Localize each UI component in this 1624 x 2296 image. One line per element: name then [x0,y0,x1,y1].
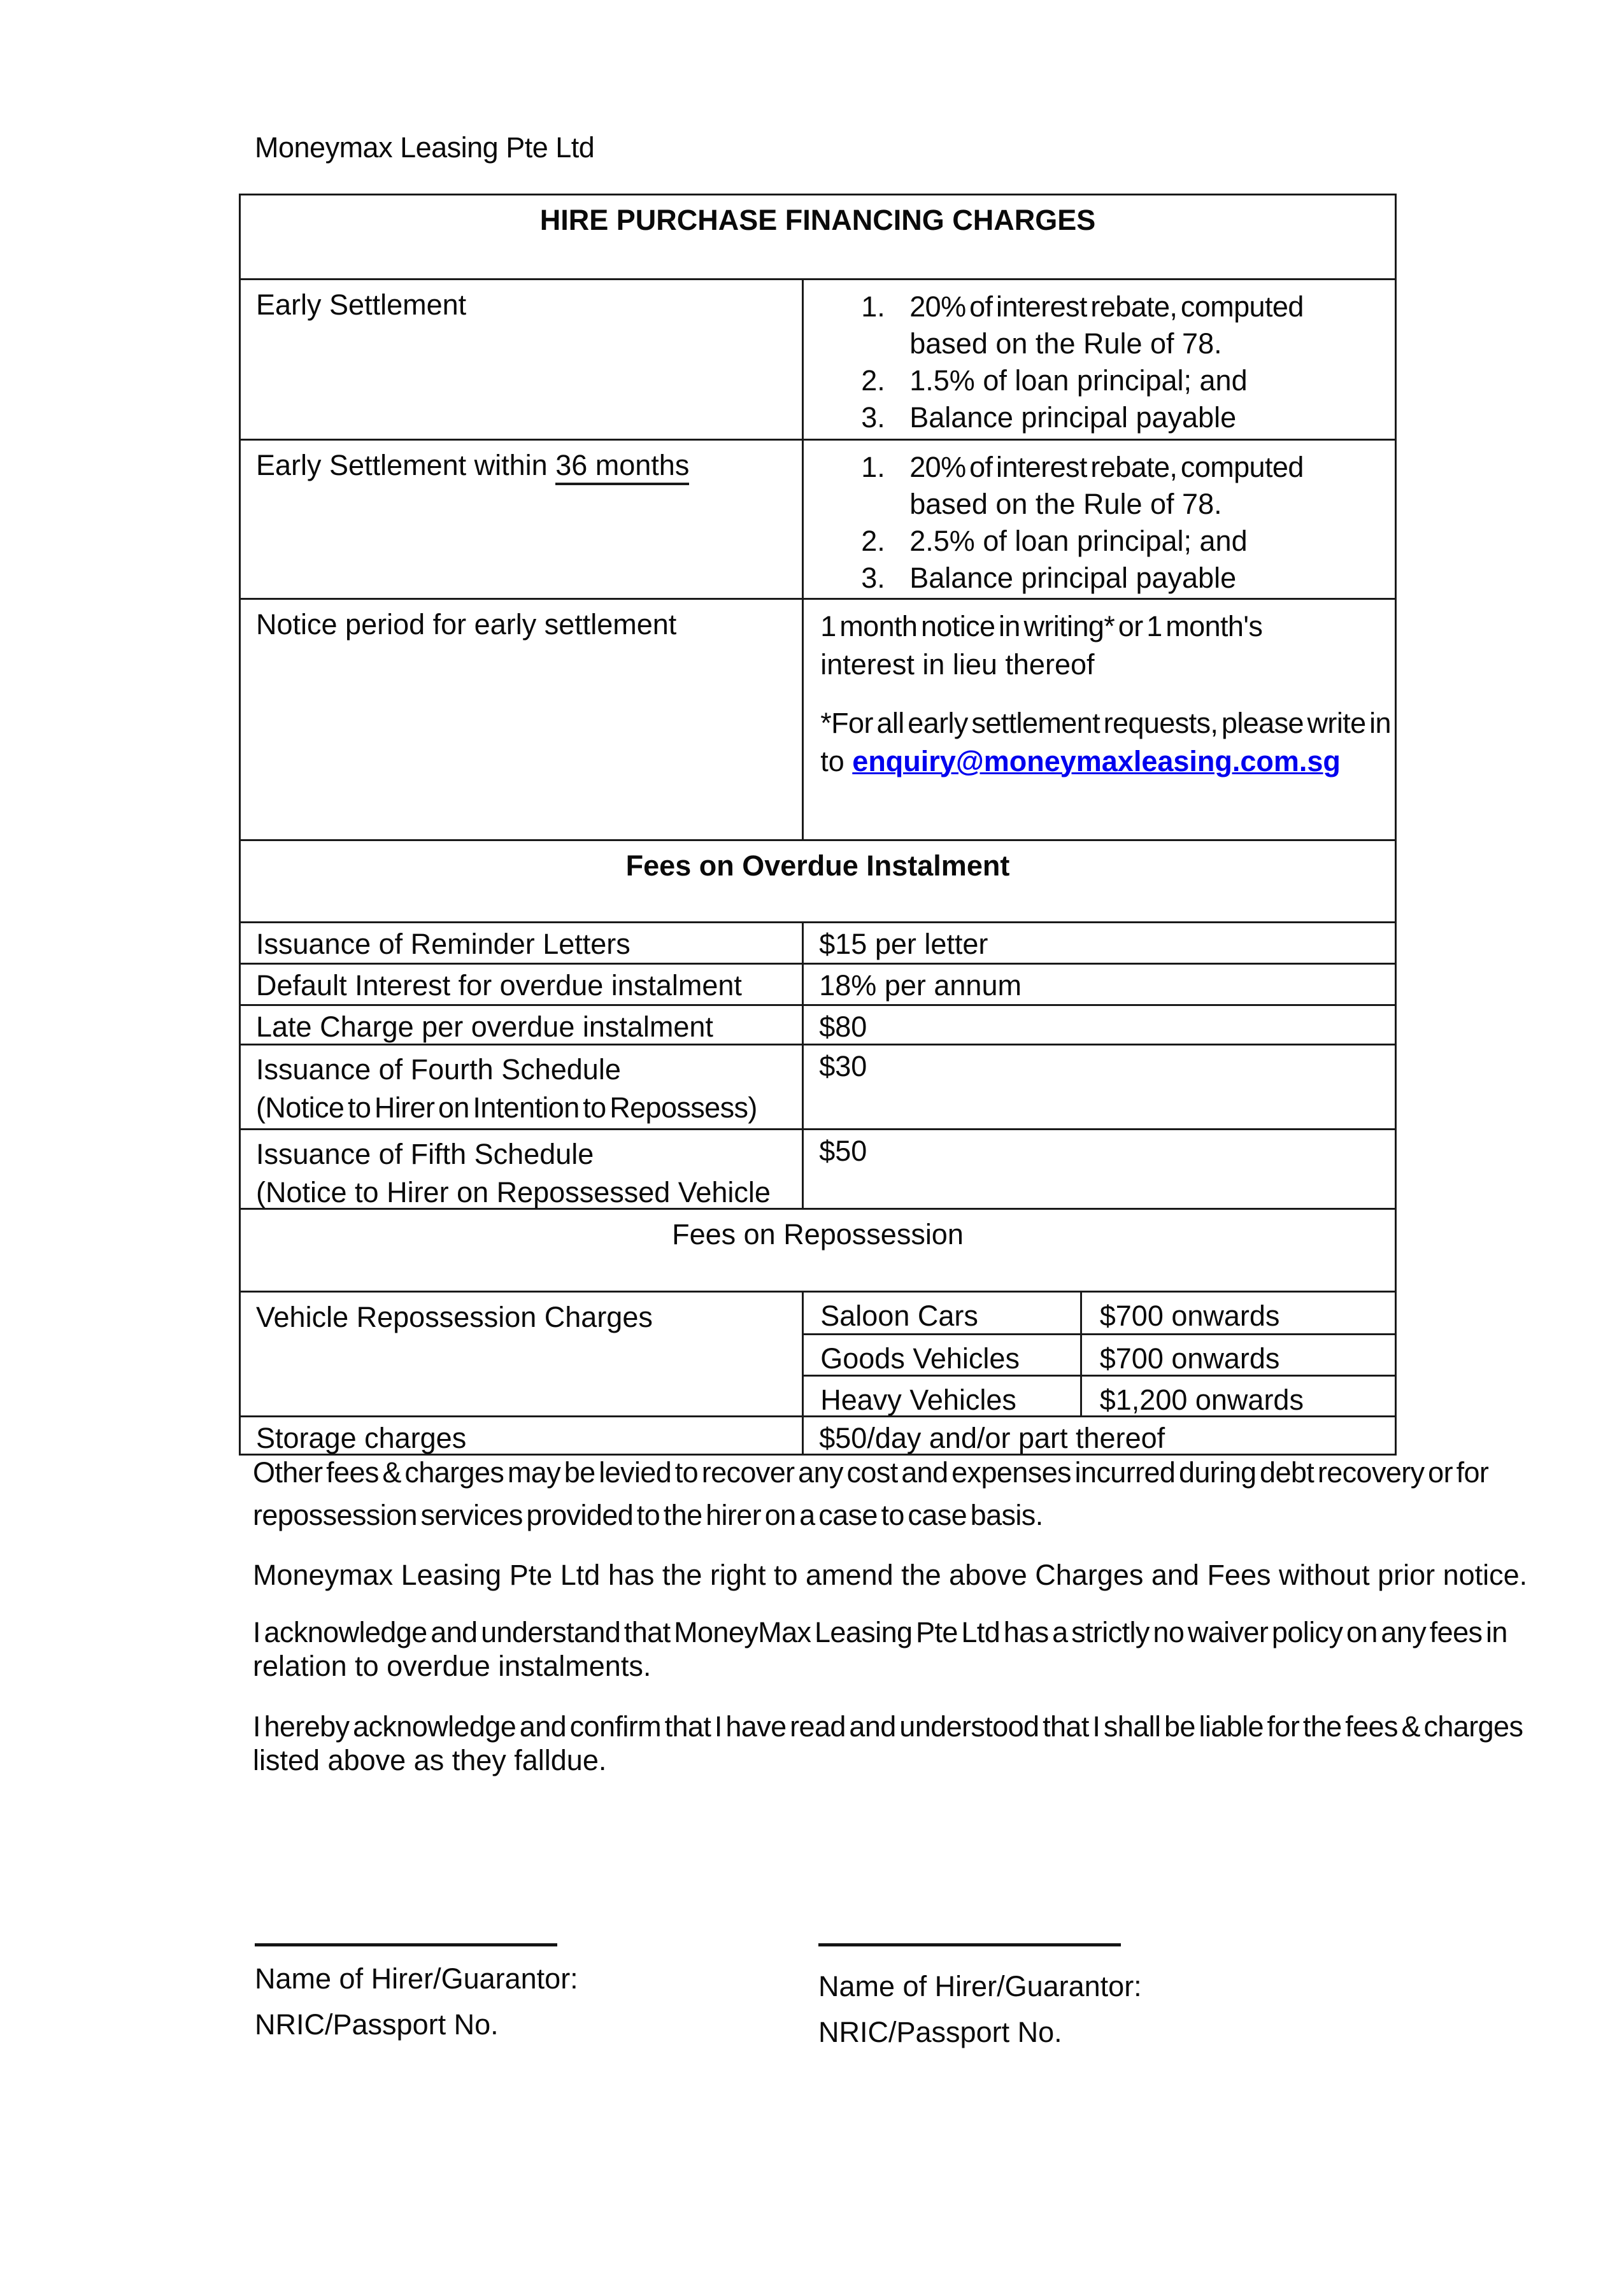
notice-period-label: Notice period for early settlement [241,600,804,839]
paragraph-line: Other fees & charges may be levied to recover any cost and expenses incurred during debt recovery or for [253,1456,1489,1489]
row-reminder-letters [241,921,1395,963]
list-text: Balance principal payable [909,401,1237,434]
row-vehicle-repossession [241,1291,1395,1415]
row-fourth-schedule [241,1044,1395,1128]
fee-label [241,1130,804,1208]
vehicle-type: Heavy Vehicles [804,1377,1081,1417]
early-settlement-36-terms [804,441,1452,598]
notice-line: 1 month notice in writing* or 1 month's [820,610,1263,642]
paragraph-no-waiver [253,1615,1527,1683]
list-text: 20% of interest rebate, computed [909,451,1304,483]
list-number [861,486,909,522]
fee-value: $50 [819,1135,867,1167]
list-number: 3. [861,401,885,434]
fee-label: Default Interest for overdue instalment [241,965,804,1004]
nric-passport-label: NRIC/Passport No. [255,2008,499,2041]
row-repossession-header [241,1208,1395,1291]
fee-label: Issuance of Reminder Letters [241,923,804,963]
paragraph-line: repossession services provided to the hirer on a case to case basis. [253,1499,1043,1531]
paragraph-line: I hereby acknowledge and confirm that I have read and understood that I shall be liable for the fees & charges [253,1710,1523,1743]
overdue-section-header: Fees on Overdue Instalment [625,849,1010,882]
early-settlement-label: Early Settlement [241,280,804,439]
list-item [861,486,1452,522]
early-settlement-36-label [241,441,804,598]
row-overdue-header [241,839,1395,921]
vehicle-type: Saloon Cars [804,1293,1081,1333]
list-text: 20% of interest rebate, computed [909,290,1304,323]
table-title-row [241,195,1395,278]
vehicle-repossession-subtable [804,1293,1395,1415]
label-line: (Notice to Hirer on Intention to Repossess) [256,1091,757,1124]
fee-label: Storage charges [241,1417,804,1454]
row-late-charge [241,1004,1395,1044]
row-early-settlement [241,278,1395,439]
spacer [820,684,1411,704]
paragraph-line: relation to overdue instalments. [253,1650,652,1682]
list-text: based on the Rule of 78. [909,488,1222,520]
repossession-section-header: Fees on Repossession [672,1218,964,1251]
list-number: 1. [861,290,885,323]
paragraph-line: I acknowledge and understand that MoneyMax Leasing Pte Ltd has a strictly no waiver policy on any fees in [253,1616,1507,1648]
row-notice-period [241,598,1395,839]
signature-labels-left [255,1956,578,2048]
notice-period-value [804,600,1411,839]
list-item [861,400,1452,436]
list-number [861,326,909,362]
notice-line: interest in lieu thereof [820,648,1095,681]
list-number: 3. [861,562,885,594]
paragraph-other-fees [253,1451,1527,1536]
fee-value: $50/day and/or part thereof [819,1422,1165,1454]
list-item [861,289,1452,325]
row-storage-charges [241,1415,1395,1454]
row-fifth-schedule [241,1128,1395,1208]
subrow-saloon-cars [804,1293,1395,1333]
label-line: Issuance of Fourth Schedule [256,1053,621,1086]
list-text: based on the Rule of 78. [909,327,1222,360]
list-item [861,363,1452,399]
vehicle-repossession-label: Vehicle Repossession Charges [241,1293,804,1415]
fee-value: $15 per letter [819,928,988,960]
signature-line-hirer-1[interactable] [255,1943,557,1946]
label-line: Issuance of Fifth Schedule [256,1138,594,1170]
list-number: 2. [861,364,885,397]
paragraph-liable [253,1710,1527,1777]
vehicle-fee: $700 onwards [1099,1342,1280,1375]
table-title: HIRE PURCHASE FINANCING CHARGES [539,204,1096,236]
early-settlement-terms [804,280,1452,439]
list-item [861,523,1452,559]
company-header: Moneymax Leasing Pte Ltd [255,131,595,164]
name-of-hirer-label: Name of Hirer/Guarantor: [818,1970,1142,2002]
signature-line-hirer-2[interactable] [818,1943,1121,1946]
vehicle-fee: $1,200 onwards [1099,1384,1304,1416]
fee-value: $30 [819,1050,867,1082]
enquiry-email-link[interactable]: enquiry@moneymaxleasing.com.sg [852,745,1341,777]
row-early-settlement-36 [241,439,1395,598]
fee-label [241,1045,804,1128]
label-text: Early Settlement within [256,449,556,481]
underlined-36-months: 36 months [555,449,689,485]
vehicle-type: Goods Vehicles [804,1335,1081,1375]
nric-passport-label: NRIC/Passport No. [818,2016,1062,2048]
paragraph-amend-right [253,1558,1527,1592]
paragraph-line: Moneymax Leasing Pte Ltd has the right to amend the above Charges and Fees without prior notice. [253,1559,1528,1591]
row-default-interest [241,963,1395,1004]
list-text: 2.5% of loan principal; and [909,525,1248,557]
list-item [861,450,1452,485]
vehicle-fee: $700 onwards [1099,1300,1280,1332]
fee-value: 18% per annum [819,969,1022,1002]
paragraph-line: listed above as they falldue. [253,1744,607,1776]
list-text: Balance principal payable [909,562,1237,594]
name-of-hirer-label: Name of Hirer/Guarantor: [255,1962,578,1995]
subrow-goods-vehicles [804,1333,1395,1375]
label-line: (Notice to Hirer on Repossessed Vehicle [256,1176,771,1208]
list-item [861,326,1452,362]
signature-labels-right [818,1964,1142,2055]
fee-value: $80 [819,1010,867,1043]
charges-table [239,194,1397,1456]
fee-label: Late Charge per overdue instalment [241,1006,804,1044]
list-number: 1. [861,451,885,483]
settlement-email-line [820,742,1411,781]
settlement-note: *For all early settlement requests, please write in [820,707,1391,739]
email-prefix: to [820,745,853,777]
subrow-heavy-vehicles [804,1375,1395,1417]
list-text: 1.5% of loan principal; and [909,364,1248,397]
list-item [861,560,1452,596]
list-number: 2. [861,525,885,557]
